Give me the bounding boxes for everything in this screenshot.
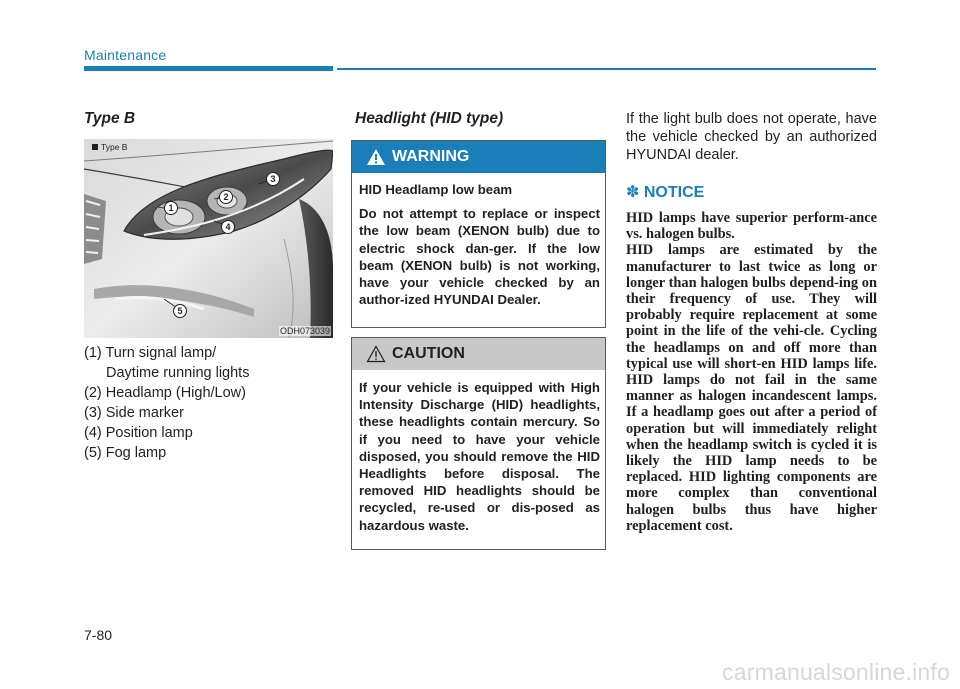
caution-header <box>352 338 605 370</box>
section-title: Maintenance <box>84 47 167 63</box>
list-item <box>84 383 334 403</box>
callout-3: 3 <box>266 172 280 186</box>
page-number: 7-80 <box>84 627 113 643</box>
figure-type-tag <box>92 142 127 152</box>
watermark: carmanualsonline.info <box>722 659 950 685</box>
list-item-text: (1) Turn signal lamp/ <box>84 345 217 361</box>
list-item-continuation: Daytime running lights <box>106 365 250 381</box>
warning-box <box>351 140 606 328</box>
caution-text: If your vehicle is equipped with High Intensity Discharge (HID) headlights, these headlights contain mercury. So if you need to have your vehicle disposed, you should remove the HID Headlights before disposal. The removed HID headlights should be recycled, re-used or dis-posed as hazardous waste. <box>359 380 600 533</box>
header-rule-thick <box>84 66 333 71</box>
list-item <box>84 343 334 383</box>
figure-code: ODH073039 <box>279 326 330 336</box>
parts-list <box>84 343 334 463</box>
caution-box <box>351 337 606 550</box>
notice-text <box>626 210 877 534</box>
notice-paragraph: HID lamps are estimated by the manufacturer to last twice as long or longer than halogen bulbs depend-ing on their frequency of use. They will probably require replacement at some point in the life of the vehi-cle. Cycling the headlamps on and off more than typical use will short-en HID lamps life. HID lamps do not fail in the same manner as halogen incandescent lamps. If a headlamp goes out after a period of operation but will immediately relight when the headlamp switch is cycled it is likely the HID lamp needs to be replaced. HID lighting components are more complex than conventional halogen bulbs thus have higher replacement cost. <box>626 242 877 534</box>
headlamp-figure <box>84 139 333 338</box>
notice-title: ✽ NOTICE <box>626 184 705 201</box>
type-b-heading: Type B <box>84 110 136 127</box>
callout-5: 5 <box>173 304 187 318</box>
header-rule-thin <box>337 68 876 70</box>
warning-header <box>352 141 605 173</box>
callout-1: 1 <box>164 201 178 215</box>
list-item <box>84 423 334 443</box>
list-item-text: (5) Fog lamp <box>84 445 167 461</box>
list-item-text: (3) Side marker <box>84 405 184 421</box>
hid-headlight-heading: Headlight (HID type) <box>355 110 504 127</box>
warning-body <box>352 173 605 318</box>
intro-paragraph: If the light bulb does not operate, have the vehicle checked by an authorized HYUNDAI dealer. <box>626 111 877 163</box>
list-item-text: (4) Position lamp <box>84 425 193 441</box>
warning-text: Do not attempt to replace or inspect the low beam (XENON bulb) due to electric shock dan-ger. If the low beam (XENON bulb) is not working, have your vehicle checked by an author-ized HYUNDAI Dealer. <box>359 206 600 308</box>
list-item-text: (2) Headlamp (High/Low) <box>84 385 246 401</box>
caution-body <box>352 370 605 544</box>
callout-2: 2 <box>219 190 233 204</box>
callout-4: 4 <box>221 220 235 234</box>
caution-triangle-icon <box>366 345 386 363</box>
notice-paragraph: HID lamps have superior perform-ance vs. halogen bulbs. <box>626 210 877 243</box>
headlamp-illustration <box>84 139 333 338</box>
list-item <box>84 443 334 463</box>
caution-label: CAUTION <box>392 345 465 362</box>
square-bullet-icon <box>92 144 98 150</box>
list-item <box>84 403 334 423</box>
warning-title: HID Headlamp low beam <box>359 182 513 197</box>
warning-label: WARNING <box>392 148 470 165</box>
warning-triangle-icon <box>366 148 386 166</box>
figure-type-label: Type B <box>101 142 128 152</box>
